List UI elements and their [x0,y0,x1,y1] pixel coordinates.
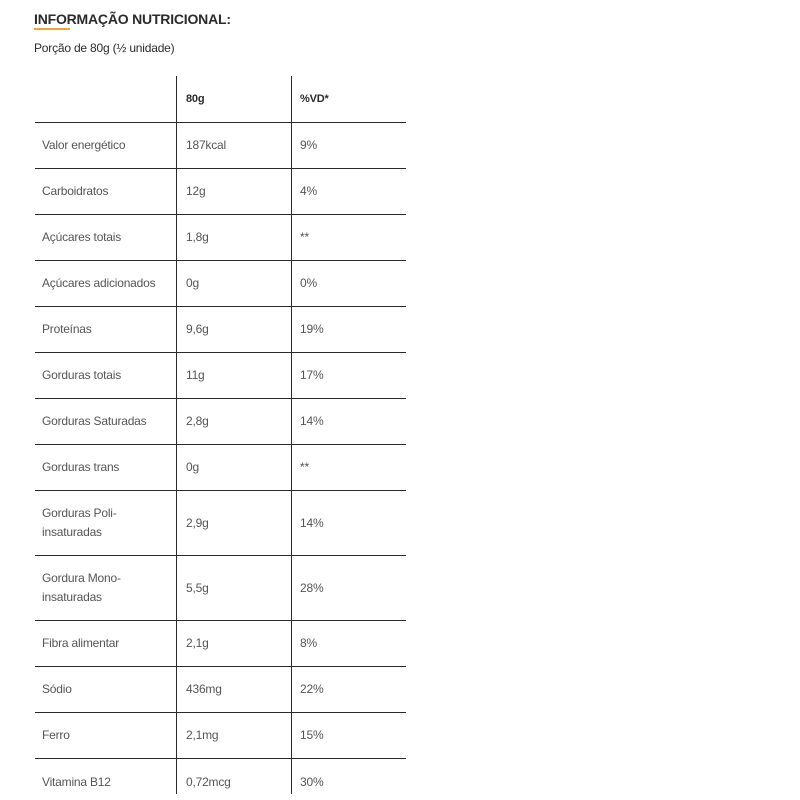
nutrient-name: Açúcares totais [42,230,122,244]
nutrient-amount: 2,1g [186,636,209,650]
nutrient-amount: 187kcal [186,138,226,152]
nutrient-dv: 4% [300,184,317,198]
table-row [35,556,406,621]
column-divider [176,76,177,794]
nutrient-name: Proteínas [42,322,92,336]
nutrient-name: Gorduras Saturadas [42,414,147,428]
table-row [35,445,406,491]
nutrient-name: Valor energético [42,138,126,152]
nutrient-dv: 17% [300,368,324,382]
portion-size: Porção de 80g (½ unidade) [34,41,175,55]
nutrient-name: Carboidratos [42,184,109,198]
nutrient-name: Sódio [42,682,72,696]
nutrient-amount: 0,72mcg [186,775,231,789]
nutrient-name: Gorduras Poli-insaturadas [42,506,117,539]
nutrient-amount: 436mg [186,682,222,696]
nutrient-dv: 8% [300,636,317,650]
title-underline [34,28,70,30]
table-row [35,307,406,353]
table-row [35,713,406,759]
nutrient-amount: 12g [186,184,206,198]
table-row [35,621,406,667]
nutrient-dv: ** [300,460,309,474]
nutrient-amount: 2,9g [186,515,209,530]
nutrient-name: Vitamina B12 [42,775,111,789]
table-row [35,261,406,307]
table-row [35,353,406,399]
nutrient-name: Gordura Mono-insaturadas [42,571,121,604]
nutrient-dv: 22% [300,682,324,696]
nutrient-amount: 11g [186,368,205,382]
header-cell-amount: 80g [186,92,205,105]
table-row [35,667,406,713]
nutrient-amount: 9,6g [186,322,209,336]
nutrient-dv: 15% [300,728,324,742]
nutrient-amount: 1,8g [186,230,209,244]
table-row [35,215,406,261]
header-cell-dv: %VD* [300,92,329,105]
nutrient-dv: 0% [300,276,317,290]
page-title: INFORMAÇÃO NUTRICIONAL: [34,11,231,27]
nutrient-amount: 2,1mg [186,728,219,742]
table-row [35,491,406,556]
table-header-row [35,76,406,123]
nutrient-amount: 2,8g [186,414,209,428]
nutrient-dv: 9% [300,138,317,152]
nutrition-table [35,76,406,794]
nutrient-amount: 0g [186,276,199,290]
nutrient-dv: ** [300,230,309,244]
table-row [35,759,406,794]
nutrient-dv: 19% [300,322,324,336]
nutrient-name: Fibra alimentar [42,636,120,650]
heading-block [34,11,231,30]
nutrient-name: Gorduras trans [42,460,120,474]
nutrient-name: Gorduras totais [42,368,122,382]
nutrient-amount: 5,5g [186,580,209,595]
nutrient-dv: 14% [300,515,324,530]
nutrient-dv: 28% [300,580,324,595]
nutrient-name: Ferro [42,728,70,742]
nutrient-name: Açúcares adicionados [42,276,156,290]
nutrient-dv: 14% [300,414,324,428]
nutrient-amount: 0g [186,460,199,474]
table-row [35,399,406,445]
table-row [35,169,406,215]
nutrient-dv: 30% [300,775,324,789]
table-row [35,123,406,169]
column-divider [291,76,292,794]
